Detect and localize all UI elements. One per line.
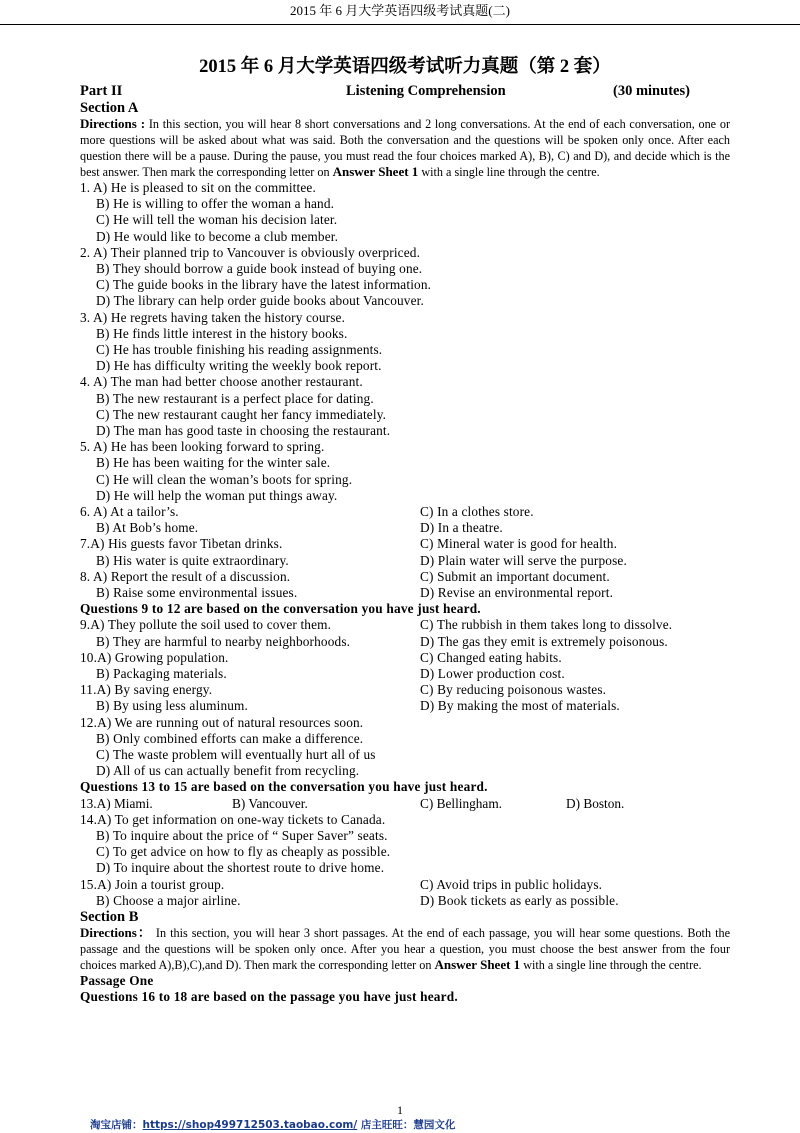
question-4-option-b: B) The new restaurant is a perfect place for dating. xyxy=(96,390,374,406)
section-b-directions xyxy=(80,925,730,973)
question-8-option-c: C) Submit an important document. xyxy=(420,568,610,584)
directions-text-b: In this section, you will hear 3 short passages. At the end of each passage, you will hear some questions. Both the passage and the questions will be spoken only once. After you hear a question, you must choose the best answer from the four choices marked A),B),C),and D). Then mark the corresponding letter on xyxy=(80,925,730,972)
question-6-option-d: D) In a theatre. xyxy=(420,520,503,536)
question-11-option-b: B) By using less aluminum. xyxy=(96,698,249,714)
question-15-row-2 xyxy=(80,893,730,909)
directions-label-b: Directions： xyxy=(80,924,152,940)
questions-9-12-heading: Questions 9 to 12 are based on the conversation you have just heard. xyxy=(80,601,481,617)
answer-sheet-ref-b: Answer Sheet 1 xyxy=(434,956,521,972)
question-10-row-1 xyxy=(80,650,730,666)
question-3-option-d: D) He has difficulty writing the weekly book report. xyxy=(96,358,382,374)
part-label: Part II xyxy=(80,83,123,99)
section-b-heading: Section B xyxy=(80,908,139,925)
question-9-row-2 xyxy=(80,634,730,650)
question-7-option-c: C) Mineral water is good for health. xyxy=(420,536,618,552)
question-3-option-a: 3. A) He regrets having taken the history course. xyxy=(80,309,346,325)
question-9-option-c: C) The rubbish in them takes long to dissolve. xyxy=(420,617,673,633)
question-7-option-d: D) Plain water will serve the purpose. xyxy=(420,552,627,568)
question-1-option-b: B) He is willing to offer the woman a hand. xyxy=(96,196,335,212)
question-4-option-a: 4. A) The man had better choose another restaurant. xyxy=(80,374,363,390)
question-4-option-d: D) The man has good taste in choosing the restaurant. xyxy=(96,423,391,439)
question-9-option-d: D) The gas they emit is extremely poisonous. xyxy=(420,633,668,649)
shop-label: 淘宝店铺： xyxy=(90,1119,143,1131)
section-a-directions xyxy=(80,116,730,180)
question-2-option-a: 2. A) Their planned trip to Vancouver is obviously overpriced. xyxy=(80,244,421,260)
question-8-row-1 xyxy=(80,569,730,585)
question-6-option-b: B) At Bob’s home. xyxy=(96,520,199,536)
question-5-option-d: D) He will help the woman put things away. xyxy=(96,487,338,503)
shop-owner: 店主旺旺：慧园文化 xyxy=(357,1119,456,1131)
question-1-option-c: C) He will tell the woman his decision later. xyxy=(96,212,338,228)
question-11-row-2 xyxy=(80,698,730,714)
page-number: 1 xyxy=(397,1103,403,1117)
question-10-row-2 xyxy=(80,666,730,682)
directions-text: In this section, you will hear 8 short conversations and 2 long conversations. At the end of each conversation, one or more questions will be asked about what was said. Both the conversation and the questions will be spoken only once. After each question there will be a pause. During the pause, you must read the four choices marked A), B), C) and D), and decide which is the best answer. Then mark the corresponding letter on xyxy=(80,117,731,179)
question-10-option-b: B) Packaging materials. xyxy=(96,665,227,681)
question-14-option-c: C) To get advice on how to fly as cheaply as possible. xyxy=(96,844,391,860)
question-10-option-a: 10.A) Growing population. xyxy=(80,649,229,665)
question-10-option-d: D) Lower production cost. xyxy=(420,665,565,681)
question-12-option-c: C) The waste problem will eventually hurt all of us xyxy=(96,746,376,762)
question-8-option-a: 8. A) Report the result of a discussion. xyxy=(80,568,291,584)
shop-link[interactable]: https://shop499712503.taobao.com/ xyxy=(142,1119,358,1131)
question-7-row-2 xyxy=(80,553,730,569)
question-5-option-b: B) He has been waiting for the winter sale. xyxy=(96,455,331,471)
question-13-option-b: B) Vancouver. xyxy=(232,795,308,811)
question-13-option-a: 13.A) Miami. xyxy=(80,795,153,811)
question-7-option-b: B) His water is quite extraordinary. xyxy=(96,552,289,568)
question-6-option-a: 6. A) At a tailor’s. xyxy=(80,504,179,520)
question-8-option-b: B) Raise some environmental issues. xyxy=(96,585,298,600)
passage-one-heading: Passage One xyxy=(80,972,154,988)
question-12-option-a: 12.A) We are running out of natural resources soon. xyxy=(80,714,364,730)
question-14-option-b: B) To inquire about the price of “ Super Saver” seats. xyxy=(96,827,388,843)
question-1-option-a: 1. A) He is pleased to sit on the committee. xyxy=(80,180,316,195)
question-9-option-b: B) They are harmful to nearby neighborhoods. xyxy=(96,633,351,649)
question-11-option-c: C) By reducing poisonous wastes. xyxy=(420,682,607,698)
question-3-option-c: C) He has trouble finishing his reading assignments. xyxy=(96,342,383,358)
question-14-option-d: D) To inquire about the shortest route to drive home. xyxy=(96,860,385,876)
question-13-option-c: C) Bellingham. xyxy=(420,795,502,811)
question-11-row-1 xyxy=(80,682,730,698)
question-15-row-1 xyxy=(80,877,730,893)
question-10-option-c: C) Changed eating habits. xyxy=(420,649,562,665)
directions-end-b: with a single line through the centre. xyxy=(520,957,702,972)
part-name: Listening Comprehension xyxy=(346,83,506,99)
question-3-option-b: B) He finds little interest in the history books. xyxy=(96,325,348,341)
question-6-row-1 xyxy=(80,504,730,520)
questions-16-18-heading: Questions 16 to 18 are based on the passage you have just heard. xyxy=(80,989,458,1005)
part-heading xyxy=(80,82,730,100)
question-7-option-a: 7.A) His guests favor Tibetan drinks. xyxy=(80,536,283,552)
question-15-option-a: 15.A) Join a tourist group. xyxy=(80,876,225,892)
question-2-option-b: B) They should borrow a guide book instead of buying one. xyxy=(96,261,423,277)
question-13-row xyxy=(80,796,730,812)
question-14-option-a: 14.A) To get information on one-way tickets to Canada. xyxy=(80,811,386,827)
question-11-option-a: 11.A) By saving energy. xyxy=(80,682,213,698)
question-15-option-b: B) Choose a major airline. xyxy=(96,892,241,908)
answer-sheet-ref: Answer Sheet 1 xyxy=(332,164,419,179)
question-7-row-1 xyxy=(80,536,730,552)
question-12-option-d: D) All of us can actually benefit from recycling. xyxy=(96,763,360,779)
question-12-option-b: B) Only combined efforts can make a difference. xyxy=(96,730,364,746)
shop-footer xyxy=(90,1117,455,1132)
question-1-option-d: D) He would like to become a club member. xyxy=(96,228,339,244)
question-6-option-c: C) In a clothes store. xyxy=(420,504,534,520)
question-15-option-d: D) Book tickets as early as possible. xyxy=(420,892,619,908)
question-4-option-c: C) The new restaurant caught her fancy immediately. xyxy=(96,406,387,422)
exam-document xyxy=(80,52,730,1005)
question-9-option-a: 9.A) They pollute the soil used to cover them. xyxy=(80,617,332,633)
question-2-option-c: C) The guide books in the library have the latest information. xyxy=(96,277,432,293)
question-5-option-a: 5. A) He has been looking forward to spring. xyxy=(80,439,325,455)
question-8-option-d: D) Revise an environmental report. xyxy=(420,585,614,600)
part-time: (30 minutes) xyxy=(613,83,690,99)
directions-label: Directions : xyxy=(80,116,146,131)
question-5-option-c: C) He will clean the woman’s boots for spring. xyxy=(96,471,353,487)
question-11-option-d: D) By making the most of materials. xyxy=(420,698,620,714)
questions-13-15-heading: Questions 13 to 15 are based on the conversation you have just heard. xyxy=(80,779,488,795)
question-13-option-d: D) Boston. xyxy=(566,795,625,811)
question-6-row-2 xyxy=(80,520,730,536)
question-2-option-d: D) The library can help order guide books about Vancouver. xyxy=(96,293,424,309)
directions-end: with a single line through the centre. xyxy=(418,165,600,179)
page-header: 2015 年 6 月大学英语四级考试真题(二) xyxy=(0,0,800,25)
question-8-row-2 xyxy=(80,585,730,601)
document-title: 2015 年 6 月大学英语四级考试听力真题（第 2 套） xyxy=(199,57,611,77)
question-15-option-c: C) Avoid trips in public holidays. xyxy=(420,876,603,892)
question-9-row-1 xyxy=(80,617,730,633)
section-a-heading: Section A xyxy=(80,100,139,116)
